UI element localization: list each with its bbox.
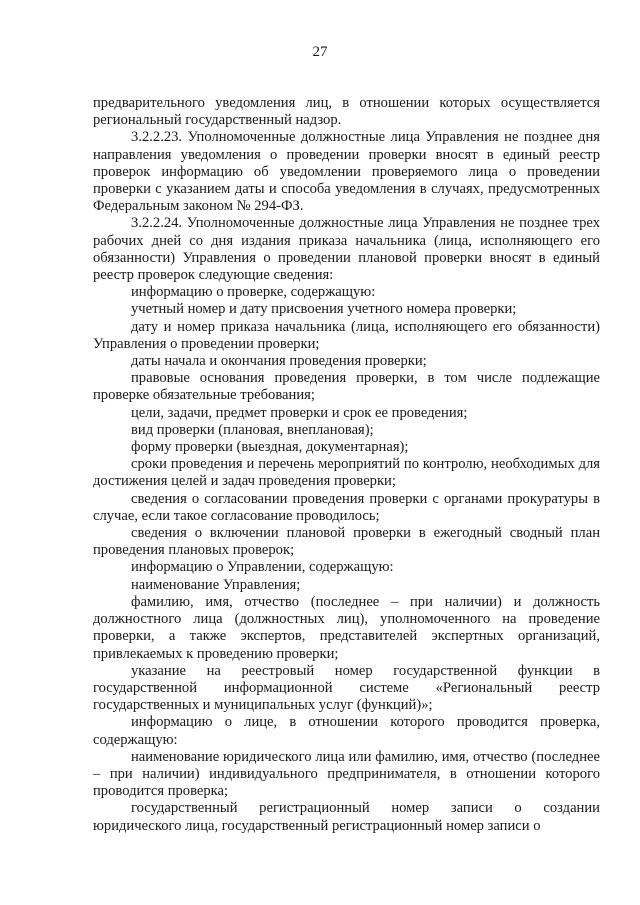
paragraph: фамилию, имя, отчество (последнее – при наличии) и должность должностного лица (должностных лиц), уполномоченного на проведение проверки, а также экспертов, представителей экспертных организаций, привлекаемых к проведению проверки; [93,593,600,662]
paragraph: учетный номер и дату присвоения учетного номера проверки; [131,301,517,318]
paragraph: предварительного уведомления лиц, в отношении которых осуществляется региональный государственный надзор. [93,95,600,129]
paragraph: информацию о проверке, содержащую: [131,284,376,301]
paragraph: вид проверки (плановая, внеплановая); [131,421,374,438]
document-body [93,95,600,835]
paragraph: форму проверки (выездная, документарная); [131,439,409,456]
paragraph: дату и номер приказа начальника (лица, исполняющего его обязанности) Управления о проведении проверки; [93,318,600,352]
paragraph: государственный регистрационный номер записи о создании юридического лица, государственный регистрационный номер записи о [93,800,600,834]
paragraph: сведения о включении плановой проверки в ежегодный сводный план проведения плановых проверок; [93,525,600,559]
paragraph: информацию о лице, в отношении которого проводится проверка, содержащую: [93,714,600,748]
paragraph: 3.2.2.24. Уполномоченные должностные лица Управления не позднее трех рабочих дней со дня издания приказа начальника (лица, исполняющего его обязанности) Управления о проведении плановой проверки вносят в единый реестр проверок следующие сведения: [93,215,600,284]
paragraph: даты начала и окончания проведения проверки; [131,353,427,370]
paragraph: информацию о Управлении, содержащую: [131,559,394,576]
page-number: 27 [312,44,328,60]
paragraph: правовые основания проведения проверки, в том числе подлежащие проверке обязательные требования; [93,370,600,404]
paragraph: наименование юридического лица или фамилию, имя, отчество (последнее – при наличии) индивидуального предпринимателя, в отношении которого проводится проверка; [93,748,600,800]
paragraph: сведения о согласовании проведения проверки с органами прокуратуры в случае, если такое согласование проводилось; [93,490,600,524]
paragraph: цели, задачи, предмет проверки и срок ее проведения; [131,404,468,421]
paragraph: наименование Управления; [131,576,301,593]
paragraph: указание на реестровый номер государственной функции в государственной информационной системе «Региональный реестр государственных и муниципальных услуг (функций)»; [93,662,600,714]
paragraph: 3.2.2.23. Уполномоченные должностные лица Управления не позднее дня направления уведомления о проведении проверки вносят в единый реестр проверок информацию об уведомлении проверяемого лица о проведении проверки с указанием даты и способа уведомления в случаях, предусмотренных Федеральным законом № 294-ФЗ. [93,129,600,215]
paragraph: сроки проведения и перечень мероприятий по контролю, необходимых для достижения целей и задач проведения проверки; [93,456,600,490]
